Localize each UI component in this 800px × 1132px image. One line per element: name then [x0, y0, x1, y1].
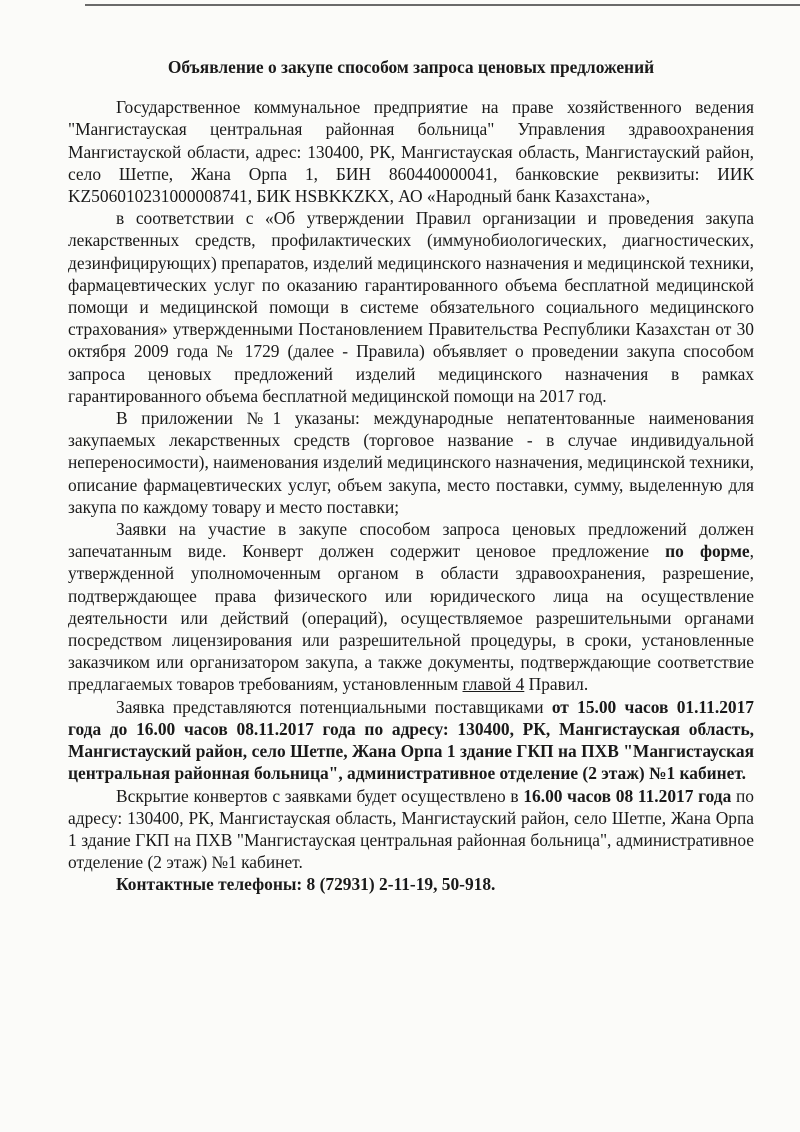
opening-datetime: 16.00 часов 08 11.2017 года: [523, 785, 732, 806]
submission-text-1: Заявка представляются потенциальными поставщиками: [116, 696, 552, 717]
paragraph-submission-period: [68, 696, 754, 785]
paragraph-application-requirements: [68, 518, 754, 696]
requirements-text-2: , утвержденной уполномоченным органом в области здравоохранения, разрешение, подтверждающее права физического или юридического лица на осуществление деятельности или действий (операций), осуществляемое разрешительными органами посредством лицензирования или разрешительной процедуры, в сроки, установленные заказчиком или организатором закупа, а также документы, подтверждающие соответствие предлагаемых товаров требованиям, установленным: [68, 541, 755, 695]
requirements-form-bold: по форме: [665, 541, 750, 562]
requirements-text-3: Правил.: [524, 674, 589, 695]
paragraph-appendix: В приложении №1 указаны: международные непатентованные наименования закупаемых лекарственных средств (торговое название - в случае индивидуальной непереносимости), наименования изделий медицинского назначения, медицинской техники, описание фармацевтических услуг, объем закупа, место поставки, сумму, выделенную для закупа по каждому товару и место поставки;: [68, 408, 754, 517]
opening-text-1: Вскрытие конвертов с заявками будет осуществлено в: [116, 785, 524, 806]
document-body: [68, 56, 754, 896]
paragraph-envelope-opening: [68, 785, 754, 874]
requirements-text-1: Заявки на участие в закупе способом запроса ценовых предложений должен запечатанным виде. Конверт должен содержит ценовое предложение: [68, 519, 754, 562]
opening-text-2: по адресу: 130400, РК, Мангистауская область, Мангистауский район, село Шетпе, Жана Орпа 1 здание ГКП на ПХВ "Мангистауская центральная районная больница", административное отделение (2 этаж) №1 кабинет.: [68, 785, 754, 873]
contact-phones: Контактные телефоны: 8 (72931) 2-11-19, 50-918.: [116, 874, 496, 895]
document-title: Объявление о закупе способом запроса ценовых предложений: [167, 57, 655, 77]
submission-dates-address: от 15.00 часов 01.11.2017 года до 16.00 часов 08.11.2017 года по адресу: 130400, РК, Мангистауская область, Мангистауский район, село Шетпе, Жана Орпа 1 здание ГКП на ПХВ "Мангистауская центральная районная больница", административное отделение (2 этаж) №1 кабинет.: [68, 696, 754, 784]
chapter-4-link[interactable]: главой 4: [462, 674, 525, 695]
page-edge-line: [85, 4, 800, 6]
paragraph-legal-basis: в соответствии с «Об утверждении Правил организации и проведения закупа лекарственных средств, профилактических (иммунобиологических, диагностических, дезинфицирующих) препаратов, изделий медицинского назначения и медицинской техники, фармацевтических услуг по оказанию гарантированного объема бесплатной медицинской помощи и медицинской помощи в системе обязательного социального медицинского страхования» утвержденными Постановлением Правительства Республики Казахстан от 30 октября 2009 года № 1729 (далее - Правила) объявляет о проведении закупа способом запроса ценовых предложений изделий медицинского назначения в рамках гарантированного объема бесплатной медицинской помощи на 2017 год.: [68, 208, 754, 406]
paragraph-organization: Государственное коммунальное предприятие на праве хозяйственного ведения "Мангистауская центральная районная больница" Управления здравоохранения Мангистауской области, адрес: 130400, РК, Мангистауская область, Мангистауский район, село Шетпе, Жана Орпа 1, БИН 860440000041, банковские реквизиты: ИИК KZ506010231000008741, БИК HSBKKZKX, АО «Народный банк Казахстана»,: [68, 97, 754, 207]
